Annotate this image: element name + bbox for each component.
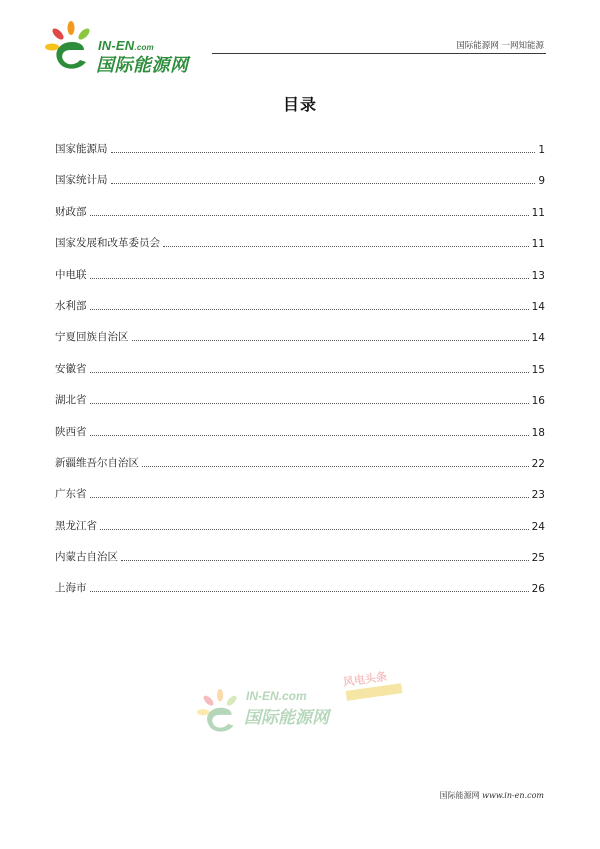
toc-entry-label: 陕西省 xyxy=(55,425,87,438)
logo-text-en: IN-EN.com xyxy=(98,38,154,53)
toc-entry-page: 26 xyxy=(531,583,545,596)
toc-entry[interactable] xyxy=(55,439,545,470)
toc-dot-leader xyxy=(132,339,529,341)
toc-dot-leader xyxy=(90,590,529,592)
header-tagline: 国际能源网 一网知能源 xyxy=(456,41,544,51)
toc-entry-page: 13 xyxy=(531,269,545,282)
footer-url: www.in-en.com xyxy=(482,791,544,800)
toc-dot-leader xyxy=(90,434,529,436)
toc-dot-leader xyxy=(142,465,529,467)
page-footer xyxy=(440,790,544,801)
toc-dot-leader xyxy=(90,402,529,404)
toc-entry[interactable] xyxy=(55,564,545,595)
toc-entry-label: 国家发展和改革委员会 xyxy=(55,237,160,250)
watermark-sunflower-icon xyxy=(196,684,246,744)
toc-entry[interactable] xyxy=(55,187,545,218)
toc-entry[interactable] xyxy=(55,344,545,375)
toc-entry-label: 内蒙古自治区 xyxy=(55,551,118,564)
toc-dot-leader xyxy=(90,371,529,373)
toc-entry-label: 中电联 xyxy=(55,268,87,281)
watermark-text-en: IN-EN.com xyxy=(246,689,307,703)
toc-entry-label: 财政部 xyxy=(55,205,87,218)
toc-entry[interactable] xyxy=(55,219,545,250)
table-of-contents xyxy=(55,139,545,595)
toc-entry-label: 水利部 xyxy=(55,299,87,312)
watermark xyxy=(196,668,416,748)
toc-entry-label: 国家统计局 xyxy=(55,174,108,187)
toc-entry[interactable] xyxy=(55,313,545,344)
watermark-text-cn: 国际能源网 xyxy=(244,708,329,728)
toc-entry-page: 11 xyxy=(531,238,545,251)
toc-entry-page: 9 xyxy=(538,175,545,188)
logo-text-cn: 国际能源网 xyxy=(96,55,189,76)
toc-dot-leader xyxy=(121,559,529,561)
toc-dot-leader xyxy=(163,245,529,247)
toc-dot-leader xyxy=(111,151,536,153)
toc-entry[interactable] xyxy=(55,250,545,281)
footer-site: 国际能源网 xyxy=(439,791,480,800)
toc-entry[interactable] xyxy=(55,407,545,438)
toc-entry-label: 新疆维吾尔自治区 xyxy=(55,456,139,469)
toc-entry[interactable] xyxy=(55,156,545,187)
toc-entry-label: 宁夏回族自治区 xyxy=(55,331,129,344)
toc-dot-leader xyxy=(100,528,529,530)
toc-entry-label: 国家能源局 xyxy=(55,143,108,155)
toc-entry-label: 上海市 xyxy=(55,582,87,595)
in-en-logo xyxy=(44,20,214,78)
toc-entry[interactable] xyxy=(55,139,545,156)
toc-entry[interactable] xyxy=(55,282,545,313)
sunflower-logo-icon xyxy=(44,20,100,78)
toc-entry-page: 18 xyxy=(531,426,545,439)
toc-entry[interactable] xyxy=(55,376,545,407)
header-divider xyxy=(212,53,546,54)
watermark-tag: 风电头条 xyxy=(342,669,388,689)
toc-entry-page: 14 xyxy=(531,300,545,313)
toc-entry-label: 湖北省 xyxy=(55,394,87,407)
toc-entry-label: 广东省 xyxy=(55,488,87,501)
toc-entry-page: 24 xyxy=(531,520,545,533)
toc-dot-leader xyxy=(111,182,536,184)
toc-entry[interactable] xyxy=(55,501,545,532)
toc-entry[interactable] xyxy=(55,533,545,564)
toc-dot-leader xyxy=(90,308,529,310)
toc-entry-label: 黑龙江省 xyxy=(55,519,97,532)
toc-entry-page: 25 xyxy=(531,552,545,565)
toc-entry-page: 22 xyxy=(531,457,545,470)
toc-entry-page: 1 xyxy=(538,144,545,156)
toc-entry-page: 11 xyxy=(531,206,545,219)
toc-dot-leader xyxy=(90,277,529,279)
toc-dot-leader xyxy=(90,214,529,216)
toc-entry-page: 16 xyxy=(531,395,545,408)
page-title: 目录 xyxy=(282,95,317,114)
toc-entry-label: 安徽省 xyxy=(55,362,87,375)
toc-dot-leader xyxy=(90,496,529,498)
toc-entry-page: 14 xyxy=(531,332,545,345)
toc-entry-page: 15 xyxy=(531,363,545,376)
toc-entry-page: 23 xyxy=(531,489,545,502)
toc-entry[interactable] xyxy=(55,470,545,501)
